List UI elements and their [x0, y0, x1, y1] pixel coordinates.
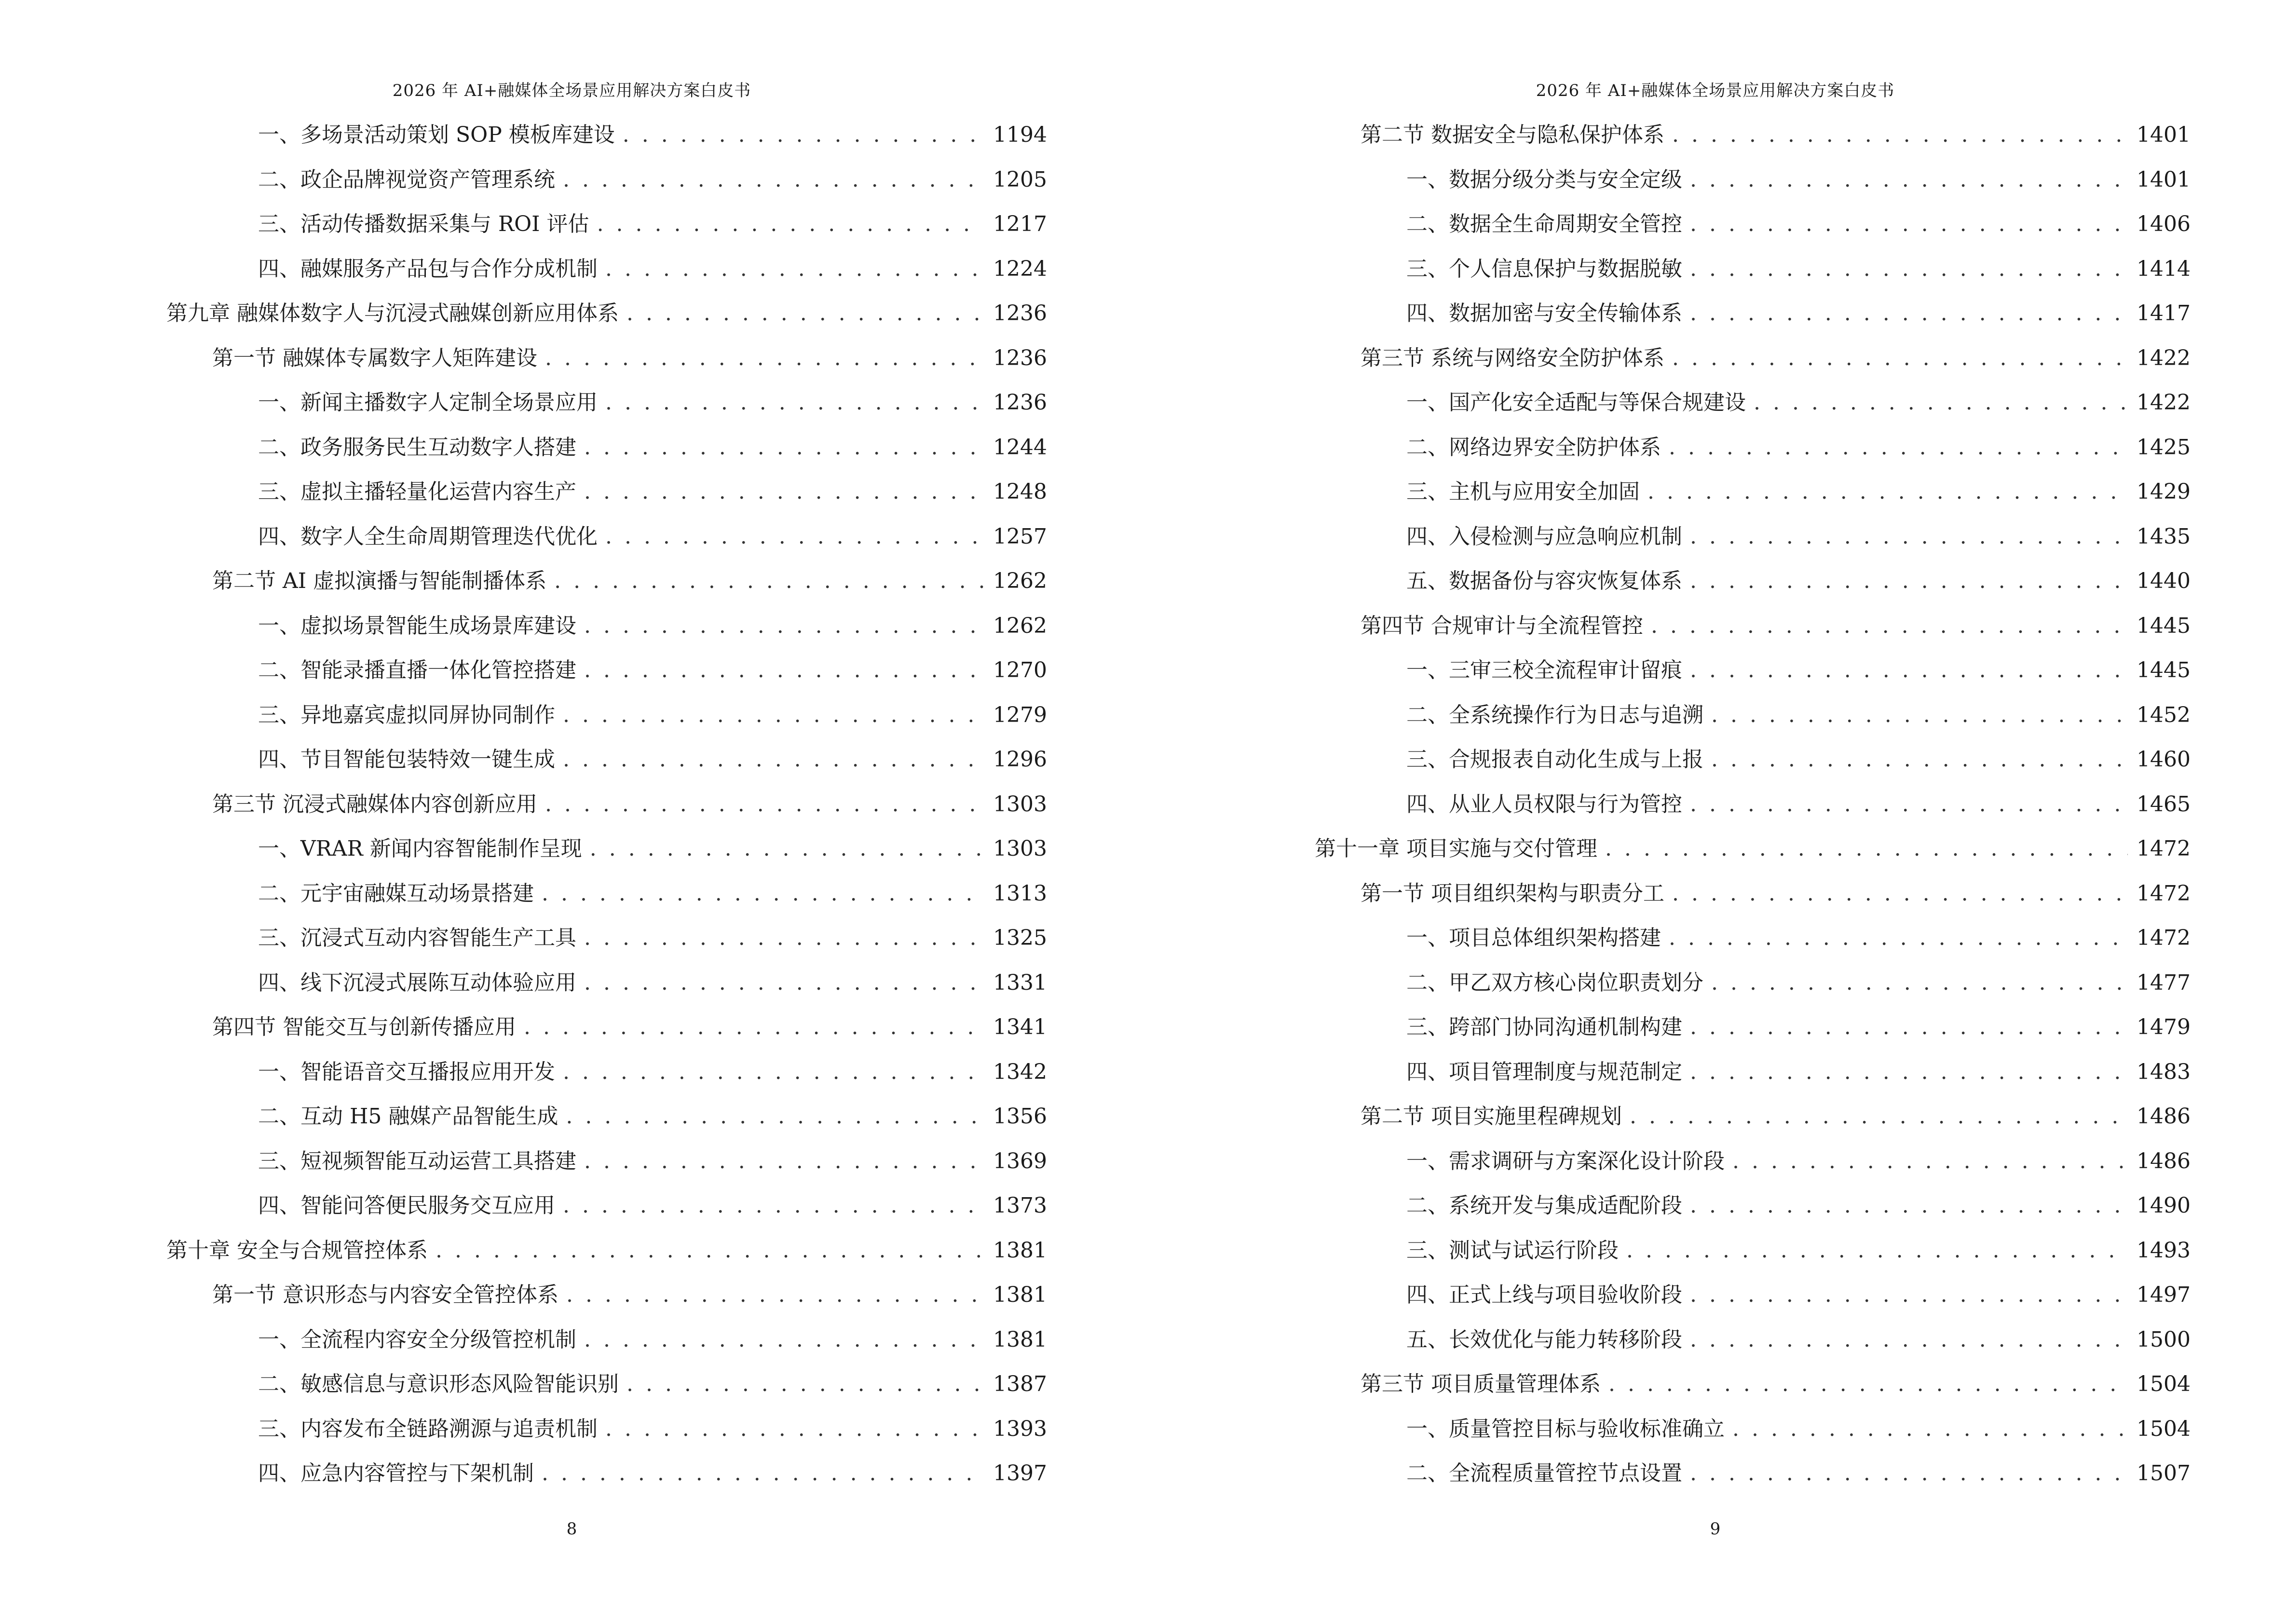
toc-entry-page: 1425	[2137, 435, 2191, 460]
toc-entry-title: 二、敏感信息与意识形态风险智能识别	[258, 1372, 619, 1396]
toc-entry-page: 1257	[993, 524, 1047, 549]
toc-entry-title: 一、多场景活动策划 SOP 模板库建设	[258, 123, 615, 147]
toc-entry-title: 二、网络边界安全防护体系	[1406, 435, 1661, 460]
toc-entry[interactable]	[1361, 121, 2191, 150]
toc-entry-page: 1224	[993, 256, 1047, 281]
toc-entry-page: 1303	[993, 792, 1047, 817]
toc-entry-title: 第四节 智能交互与创新传播应用	[212, 1015, 516, 1039]
dot-leader	[1732, 1415, 2128, 1444]
running-header: 2026 年 AI+融媒体全场景应用解决方案白皮书	[1536, 81, 1895, 100]
toc-entry-page: 1429	[2137, 479, 2191, 504]
toc-entry-page: 1401	[2137, 123, 2191, 147]
toc-entry-page: 1500	[2137, 1327, 2191, 1352]
toc-entry[interactable]	[258, 121, 1047, 150]
toc-entry-title: 二、元宇宙融媒互动场景搭建	[258, 881, 534, 906]
toc-entry[interactable]	[1406, 790, 2191, 819]
toc-entry-title: 四、融媒服务产品包与合作分成机制	[258, 256, 598, 281]
dot-leader	[1672, 879, 2128, 908]
dot-leader	[590, 834, 984, 863]
dot-leader	[1690, 790, 2128, 819]
dot-leader	[542, 1459, 984, 1488]
toc-entry[interactable]	[1406, 567, 2191, 596]
toc-entry-title: 二、数据全生命周期安全管控	[1406, 212, 1682, 236]
toc-entry-title: 一、国产化安全适配与等保合规建设	[1406, 390, 1746, 415]
toc-entry-title: 第三节 项目质量管理体系	[1361, 1372, 1601, 1396]
toc-entry-title: 第一节 项目组织架构与职责分工	[1361, 881, 1664, 906]
dot-leader	[563, 1058, 984, 1087]
toc-entry-page: 1356	[993, 1104, 1047, 1129]
toc-entry-page: 1422	[2137, 390, 2191, 415]
toc-entry-title: 第九章 融媒体数字人与沉浸式融媒创新应用体系	[166, 301, 619, 326]
dot-leader	[1711, 969, 2128, 997]
toc-entry-title: 三、活动传播数据采集与 ROI 评估	[258, 212, 589, 236]
toc-entry-page: 1477	[2137, 970, 2191, 995]
toc-entry[interactable]	[258, 924, 1047, 953]
toc-entry-title: 三、合规报表自动化生成与上报	[1406, 747, 1703, 772]
dot-leader	[623, 121, 984, 150]
toc-entry-page: 1262	[993, 569, 1047, 593]
toc-entry-page: 1414	[2137, 256, 2191, 281]
table-of-contents	[0, 121, 1144, 1495]
toc-entry-title: 三、个人信息保护与数据脱敏	[1406, 256, 1682, 281]
toc-entry[interactable]	[1406, 165, 2191, 194]
toc-entry[interactable]	[258, 522, 1047, 551]
toc-entry-page: 1406	[2137, 212, 2191, 236]
toc-entry-page: 1504	[2137, 1416, 2191, 1441]
toc-entry-title: 二、系统开发与集成适配阶段	[1406, 1193, 1682, 1218]
toc-entry[interactable]	[1406, 1191, 2191, 1220]
toc-entry-title: 第一节 意识形态与内容安全管控体系	[212, 1283, 558, 1307]
toc-entry-title: 三、沉浸式互动内容智能生产工具	[258, 926, 576, 950]
toc-entry-title: 第十一章 项目实施与交付管理	[1315, 836, 1597, 861]
dot-leader	[545, 790, 984, 819]
toc-entry[interactable]	[212, 344, 1047, 373]
toc-entry-page: 1435	[2137, 524, 2191, 549]
toc-entry-title: 二、智能录播直播一体化管控搭建	[258, 658, 576, 682]
dot-leader	[584, 924, 984, 953]
toc-entry[interactable]	[258, 1191, 1047, 1220]
toc-entry-page: 1342	[993, 1059, 1047, 1084]
dot-leader	[563, 1191, 984, 1220]
toc-entry-page: 1472	[2137, 881, 2191, 906]
toc-entry[interactable]	[258, 612, 1047, 641]
page-number: 8	[566, 1519, 577, 1539]
toc-entry[interactable]	[1406, 255, 2191, 284]
toc-entry[interactable]	[258, 1370, 1047, 1399]
toc-entry[interactable]	[258, 433, 1047, 462]
dot-leader	[1711, 745, 2128, 774]
toc-entry-page: 1236	[993, 301, 1047, 326]
toc-entry-page: 1236	[993, 390, 1047, 415]
toc-entry[interactable]	[212, 1013, 1047, 1042]
toc-entry-page: 1472	[2137, 926, 2191, 950]
toc-entry[interactable]	[1406, 1325, 2191, 1354]
dot-leader	[584, 969, 984, 997]
toc-entry[interactable]	[166, 299, 1047, 328]
dot-leader	[524, 1013, 984, 1042]
toc-entry-title: 二、全系统操作行为日志与追溯	[1406, 702, 1703, 727]
dot-leader	[597, 210, 984, 239]
toc-entry[interactable]	[212, 567, 1047, 596]
toc-entry[interactable]	[1361, 344, 2191, 373]
toc-entry[interactable]	[258, 701, 1047, 730]
dot-leader	[584, 612, 984, 641]
toc-entry-title: 二、政务服务民生互动数字人搭建	[258, 435, 576, 460]
toc-entry-page: 1341	[993, 1015, 1047, 1039]
dot-leader	[1690, 210, 2128, 239]
toc-entry[interactable]	[258, 210, 1047, 239]
dot-leader	[605, 388, 984, 417]
toc-entry[interactable]	[258, 255, 1047, 284]
toc-entry[interactable]	[258, 1147, 1047, 1176]
toc-entry-title: 一、全流程内容安全分级管控机制	[258, 1327, 576, 1352]
toc-entry-page: 1490	[2137, 1193, 2191, 1218]
toc-entry[interactable]	[1361, 879, 2191, 908]
dot-leader	[1690, 656, 2128, 685]
toc-entry[interactable]	[1406, 522, 2191, 551]
dot-leader	[545, 344, 984, 373]
toc-entry-title: 二、政企品牌视觉资产管理系统	[258, 167, 555, 192]
toc-entry-page: 1445	[2137, 658, 2191, 682]
toc-entry-page: 1497	[2137, 1283, 2191, 1307]
dot-leader	[1605, 834, 2128, 863]
toc-entry-title: 一、VRAR 新闻内容智能制作呈现	[258, 836, 582, 861]
dot-leader	[626, 1370, 984, 1399]
toc-entry[interactable]	[1406, 1013, 2191, 1042]
dot-leader	[1690, 1459, 2128, 1488]
dot-leader	[1690, 1058, 2128, 1087]
dot-leader	[1626, 1236, 2128, 1265]
toc-entry[interactable]	[1406, 1459, 2191, 1488]
toc-entry-title: 第三节 系统与网络安全防护体系	[1361, 345, 1664, 370]
toc-entry-title: 三、主机与应用安全加固	[1406, 479, 1640, 504]
toc-entry-title: 三、短视频智能互动运营工具搭建	[258, 1148, 576, 1174]
right-page	[1144, 0, 2287, 1624]
toc-entry-title: 四、正式上线与项目验收阶段	[1406, 1283, 1682, 1307]
running-header: 2026 年 AI+融媒体全场景应用解决方案白皮书	[392, 81, 751, 100]
toc-entry-page: 1313	[993, 881, 1047, 906]
toc-entry[interactable]	[1361, 1370, 2191, 1399]
dot-leader	[584, 433, 984, 462]
toc-entry-page: 1270	[993, 658, 1047, 682]
toc-entry[interactable]	[258, 1102, 1047, 1131]
toc-entry-page: 1504	[2137, 1372, 2191, 1396]
dot-leader	[1647, 478, 2128, 506]
toc-entry-page: 1479	[2137, 1015, 2191, 1039]
dot-leader	[566, 1281, 984, 1310]
toc-entry-page: 1401	[2137, 167, 2191, 192]
toc-entry[interactable]	[258, 1058, 1047, 1087]
dot-leader	[1672, 121, 2128, 150]
toc-entry-title: 四、应急内容管控与下架机制	[258, 1461, 534, 1486]
dot-leader	[563, 165, 984, 194]
toc-entry-title: 第三节 沉浸式融媒体内容创新应用	[212, 792, 537, 817]
toc-entry-title: 第一节 融媒体专属数字人矩阵建设	[212, 345, 537, 370]
dot-leader	[1608, 1370, 2128, 1399]
dot-leader	[1690, 1281, 2128, 1310]
toc-entry-page: 1244	[993, 435, 1047, 460]
dot-leader	[605, 522, 984, 551]
toc-entry-title: 四、数字人全生命周期管理迭代优化	[258, 524, 598, 549]
toc-entry[interactable]	[258, 656, 1047, 685]
dot-leader	[1690, 1325, 2128, 1354]
toc-entry[interactable]	[1315, 834, 2191, 863]
toc-entry[interactable]	[258, 834, 1047, 863]
toc-entry-title: 一、三审三校全流程审计留痕	[1406, 658, 1682, 682]
toc-entry-title: 一、虚拟场景智能生成场景库建设	[258, 613, 576, 638]
toc-entry[interactable]	[1406, 1058, 2191, 1087]
toc-entry-page: 1472	[2137, 836, 2191, 861]
page-number: 9	[1710, 1519, 1721, 1539]
toc-entry-page: 1381	[993, 1283, 1047, 1307]
toc-entry-page: 1279	[993, 702, 1047, 727]
toc-entry-page: 1217	[993, 212, 1047, 236]
toc-entry-page: 1387	[993, 1372, 1047, 1396]
dot-leader	[584, 1147, 984, 1176]
dot-leader	[1690, 567, 2128, 596]
dot-leader	[436, 1236, 984, 1265]
toc-entry-page: 1325	[993, 926, 1047, 950]
toc-entry[interactable]	[258, 745, 1047, 774]
toc-entry-page: 1248	[993, 479, 1047, 504]
toc-entry-page: 1493	[2137, 1238, 2191, 1263]
toc-entry[interactable]	[258, 388, 1047, 417]
dot-leader	[605, 1415, 984, 1444]
toc-entry-title: 第二节 AI 虚拟演播与智能制播体系	[212, 569, 547, 593]
toc-entry-page: 1486	[2137, 1148, 2191, 1174]
toc-entry[interactable]	[212, 1281, 1047, 1310]
toc-entry-page: 1205	[993, 167, 1047, 192]
toc-entry-title: 一、需求调研与方案深化设计阶段	[1406, 1148, 1725, 1174]
toc-entry-page: 1445	[2137, 613, 2191, 638]
toc-entry[interactable]	[258, 478, 1047, 506]
dot-leader	[1732, 1147, 2128, 1176]
toc-entry-title: 一、新闻主播数字人定制全场景应用	[258, 390, 598, 415]
toc-entry-page: 1262	[993, 613, 1047, 638]
dot-leader	[1690, 1013, 2128, 1042]
dot-leader	[1711, 701, 2128, 730]
toc-entry-title: 四、数据加密与安全传输体系	[1406, 301, 1682, 326]
toc-entry[interactable]	[1406, 1236, 2191, 1265]
dot-leader	[563, 701, 984, 730]
dot-leader	[1669, 924, 2128, 953]
toc-entry-page: 1486	[2137, 1104, 2191, 1129]
toc-entry-page: 1303	[993, 836, 1047, 861]
toc-entry[interactable]	[1361, 1102, 2191, 1131]
dot-leader	[626, 299, 984, 328]
toc-entry-title: 一、项目总体组织架构搭建	[1406, 926, 1661, 950]
dot-leader	[1754, 388, 2128, 417]
toc-entry[interactable]	[1406, 1147, 2191, 1176]
toc-entry[interactable]	[1406, 388, 2191, 417]
dot-leader	[1690, 255, 2128, 284]
dot-leader	[1651, 612, 2128, 641]
toc-entry[interactable]	[258, 969, 1047, 997]
toc-entry[interactable]	[258, 879, 1047, 908]
dot-leader	[566, 1102, 984, 1131]
toc-entry-title: 第二节 数据安全与隐私保护体系	[1361, 123, 1664, 147]
toc-entry-page: 1483	[2137, 1059, 2191, 1084]
toc-entry-title: 二、全流程质量管控节点设置	[1406, 1461, 1682, 1486]
toc-entry-title: 五、长效优化与能力转移阶段	[1406, 1327, 1682, 1352]
toc-entry-page: 1417	[2137, 301, 2191, 326]
toc-entry[interactable]	[1361, 612, 2191, 641]
toc-entry[interactable]	[1406, 1415, 2191, 1444]
dot-leader	[584, 656, 984, 685]
toc-entry-title: 三、异地嘉宾虚拟同屏协同制作	[258, 702, 555, 727]
dot-leader	[1690, 165, 2128, 194]
toc-entry-page: 1452	[2137, 702, 2191, 727]
toc-entry-page: 1460	[2137, 747, 2191, 772]
toc-entry-title: 四、智能问答便民服务交互应用	[258, 1193, 555, 1218]
toc-entry[interactable]	[1406, 656, 2191, 685]
toc-entry-title: 二、甲乙双方核心岗位职责划分	[1406, 970, 1703, 995]
toc-entry-title: 第二节 项目实施里程碑规划	[1361, 1104, 1622, 1129]
toc-entry[interactable]	[1406, 433, 2191, 462]
toc-entry-page: 1393	[993, 1416, 1047, 1441]
toc-entry-page: 1236	[993, 345, 1047, 370]
dot-leader	[584, 1325, 984, 1354]
toc-entry[interactable]	[258, 165, 1047, 194]
toc-entry-title: 三、测试与试运行阶段	[1406, 1238, 1619, 1263]
toc-entry-title: 一、智能语音交互播报应用开发	[258, 1059, 555, 1084]
toc-entry-page: 1331	[993, 970, 1047, 995]
toc-entry[interactable]	[258, 1415, 1047, 1444]
toc-entry[interactable]	[212, 790, 1047, 819]
toc-entry-page: 1422	[2137, 345, 2191, 370]
dot-leader	[542, 879, 984, 908]
toc-entry-title: 一、数据分级分类与安全定级	[1406, 167, 1682, 192]
dot-leader	[1669, 433, 2128, 462]
toc-entry[interactable]	[258, 1325, 1047, 1354]
toc-entry-page: 1369	[993, 1148, 1047, 1174]
dot-leader	[584, 478, 984, 506]
dot-leader	[605, 255, 984, 284]
toc-entry[interactable]	[1406, 969, 2191, 997]
toc-entry-page: 1194	[993, 123, 1047, 147]
toc-entry[interactable]	[1406, 701, 2191, 730]
dot-leader	[554, 567, 984, 596]
toc-entry[interactable]	[1406, 478, 2191, 506]
toc-entry-page: 1381	[993, 1238, 1047, 1263]
toc-entry[interactable]	[1406, 210, 2191, 239]
toc-entry-title: 三、内容发布全链路溯源与追责机制	[258, 1416, 598, 1441]
table-of-contents	[1144, 121, 2287, 1495]
toc-entry-page: 1397	[993, 1461, 1047, 1486]
toc-entry-page: 1296	[993, 747, 1047, 772]
toc-entry-title: 四、项目管理制度与规范制定	[1406, 1059, 1682, 1084]
toc-entry-title: 第四节 合规审计与全流程管控	[1361, 613, 1643, 638]
toc-entry[interactable]	[1406, 924, 2191, 953]
toc-entry-title: 一、质量管控目标与验收标准确立	[1406, 1416, 1725, 1441]
toc-entry-page: 1373	[993, 1193, 1047, 1218]
toc-entry[interactable]	[258, 1459, 1047, 1488]
toc-entry-title: 二、互动 H5 融媒产品智能生成	[258, 1104, 558, 1129]
toc-entry-title: 五、数据备份与容灾恢复体系	[1406, 569, 1682, 593]
toc-entry-page: 1465	[2137, 792, 2191, 817]
toc-entry-title: 三、虚拟主播轻量化运营内容生产	[258, 479, 576, 504]
toc-entry-page: 1507	[2137, 1461, 2191, 1486]
dot-leader	[563, 745, 984, 774]
toc-entry[interactable]	[166, 1236, 1047, 1265]
toc-entry-title: 四、节目智能包装特效一键生成	[258, 747, 555, 772]
toc-entry[interactable]	[1406, 1281, 2191, 1310]
toc-entry-title: 三、跨部门协同沟通机制构建	[1406, 1015, 1682, 1039]
toc-entry[interactable]	[1406, 299, 2191, 328]
toc-entry-title: 第十章 安全与合规管控体系	[166, 1238, 428, 1263]
dot-leader	[1630, 1102, 2128, 1131]
toc-entry-title: 四、从业人员权限与行为管控	[1406, 792, 1682, 817]
toc-entry-title: 四、入侵检测与应急响应机制	[1406, 524, 1682, 549]
dot-leader	[1690, 299, 2128, 328]
toc-entry-page: 1381	[993, 1327, 1047, 1352]
toc-entry-title: 四、线下沉浸式展陈互动体验应用	[258, 970, 576, 995]
toc-entry-page: 1440	[2137, 569, 2191, 593]
toc-entry[interactable]	[1406, 745, 2191, 774]
dot-leader	[1690, 1191, 2128, 1220]
dot-leader	[1672, 344, 2128, 373]
dot-leader	[1690, 522, 2128, 551]
